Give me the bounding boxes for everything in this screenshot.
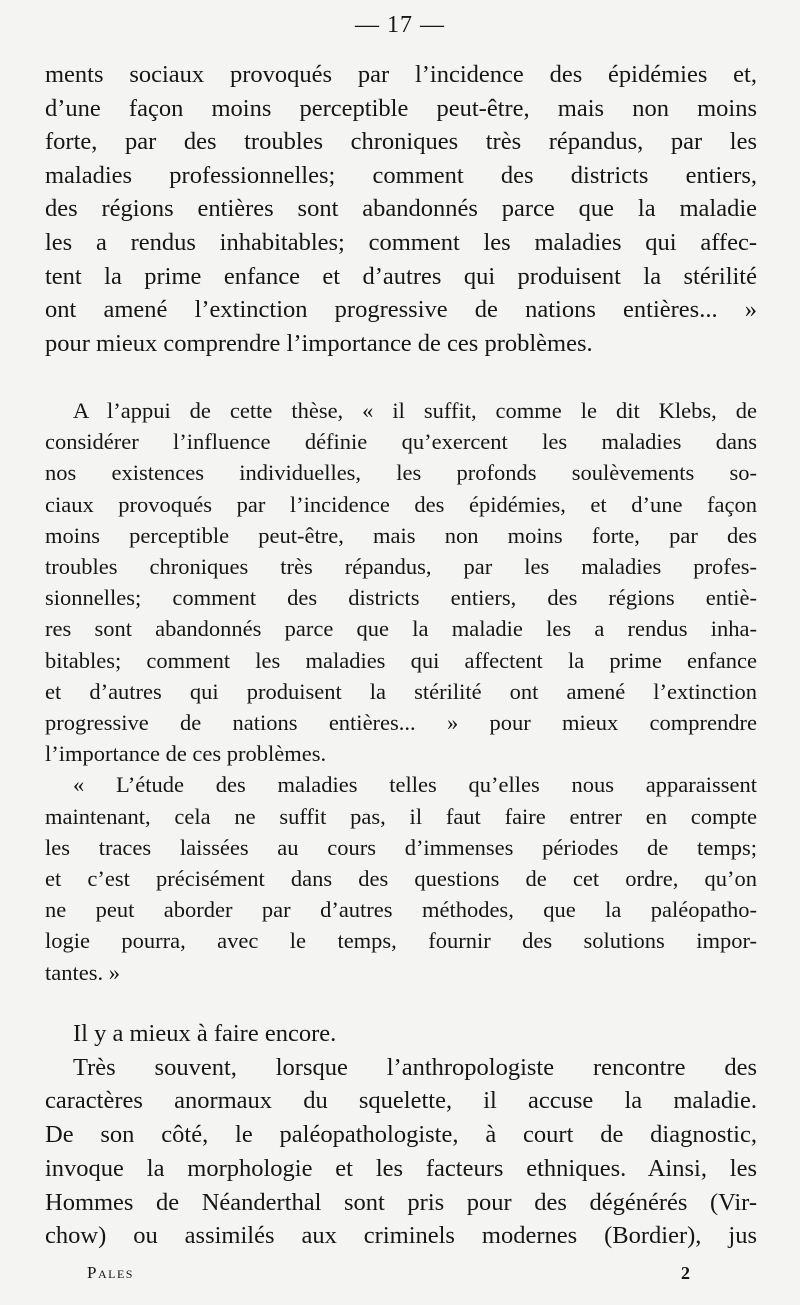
text-line: De son côté, le paléopathologiste, à court de diagnostic, bbox=[45, 1121, 757, 1149]
text-line: considérer l’influence définie qu’exercent les maladies dans bbox=[45, 429, 757, 455]
text-line: chow) ou assimilés aux criminels modernes (Bordier), jus bbox=[45, 1222, 757, 1250]
text-line: Très souvent, lorsque l’anthropologiste rencontre des bbox=[73, 1053, 757, 1081]
text-line: ont amené l’extinction progressive de nations entières... » bbox=[45, 296, 757, 324]
text-line: caractères anormaux du squelette, il accuse la maladie. bbox=[45, 1087, 757, 1115]
text-line: pour mieux comprendre l’importance de ces problèmes. bbox=[45, 329, 593, 357]
text-line: logie pourra, avec le temps, fournir des solutions impor- bbox=[45, 928, 757, 954]
text-line: ments sociaux provoqués par l’incidence des épidémies et, bbox=[45, 61, 757, 88]
text-line: Il y a mieux à faire encore. bbox=[73, 1020, 337, 1047]
paragraph-main bbox=[45, 1017, 757, 1253]
text-line: les a rendus inhabitables; comment les maladies qui affec- bbox=[45, 228, 757, 256]
text-line: troubles chroniques très répandus, par les maladies profes- bbox=[45, 554, 757, 580]
text-line: moins perceptible peut-être, mais non moins forte, par des bbox=[45, 522, 757, 548]
text-line: maladies professionnelles; comment des districts entiers, bbox=[45, 161, 757, 189]
text-line: l’importance de ces problèmes. bbox=[45, 741, 327, 767]
text-line: tantes. » bbox=[45, 959, 120, 985]
text-line: « L’étude des maladies telles qu’elles nous apparaissent bbox=[73, 772, 757, 798]
text-line: progressive de nations entières... » pour mieux comprendre bbox=[45, 710, 757, 736]
text-line: forte, par des troubles chroniques très répandus, par les bbox=[45, 128, 757, 156]
text-line: des régions entières sont abandonnés parce que la maladie bbox=[45, 195, 757, 223]
text-line: tent la prime enfance et d’autres qui produisent la stérilité bbox=[45, 262, 757, 290]
page-number: — 17 — bbox=[355, 12, 445, 38]
text-line: res sont abandonnés parce que la maladie les a rendus inha- bbox=[45, 616, 757, 642]
text-line: A l’appui de cette thèse, « il suffit, comme le dit Klebs, de bbox=[73, 398, 757, 423]
quoted-passage bbox=[45, 395, 757, 988]
text-line: d’une façon moins perceptible peut-être, mais non moins bbox=[45, 94, 757, 122]
footer-author: Pales bbox=[87, 1263, 134, 1282]
text-line: bitables; comment les maladies qui affectent la prime enfance bbox=[45, 647, 757, 673]
text-line: ciaux provoqués par l’incidence des épidémies, et d’une façon bbox=[45, 491, 757, 517]
text-line: sionnelles; comment des districts entiers, des régions entiè- bbox=[45, 585, 757, 611]
text-line: maintenant, cela ne suffit pas, il faut faire entrer en compte bbox=[45, 803, 757, 829]
text-line: et c’est précisément dans des questions de cet ordre, qu’on bbox=[45, 866, 757, 892]
text-line: invoque la morphologie et les facteurs ethniques. Ainsi, les bbox=[45, 1154, 757, 1182]
text-line: et d’autres qui produisent la stérilité ont amené l’extinction bbox=[45, 678, 757, 704]
text-line: les traces laissées au cours d’immenses périodes de temps; bbox=[45, 834, 757, 860]
footer-signature: 2 bbox=[681, 1263, 690, 1283]
text-line: Hommes de Néanderthal sont pris pour des dégénérés (Vir- bbox=[45, 1188, 757, 1216]
paragraph-continuation bbox=[45, 58, 757, 360]
text-line: nos existences individuelles, les profonds soulèvements so- bbox=[45, 460, 757, 486]
text-line: ne peut aborder par d’autres méthodes, que la paléopatho- bbox=[45, 897, 757, 923]
